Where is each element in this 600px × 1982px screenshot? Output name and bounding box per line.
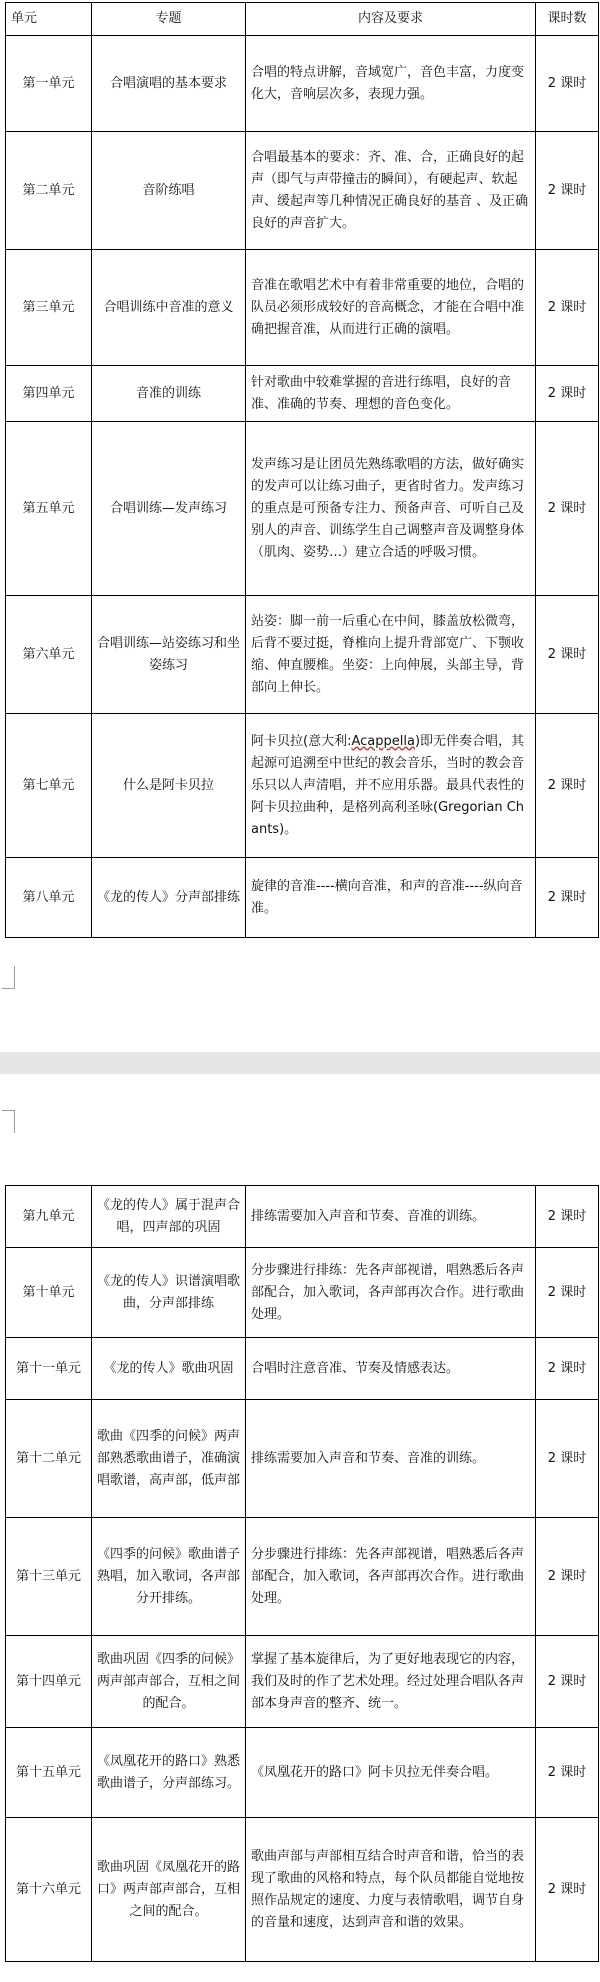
table-row — [6, 132, 599, 250]
table-row — [6, 1636, 599, 1728]
header-topic: 专题 — [92, 3, 246, 36]
unit-cell: 第十五单元 — [6, 1728, 92, 1818]
page-corner-mark — [2, 966, 15, 989]
unit-cell: 第四单元 — [6, 366, 92, 422]
content-cell: 合唱时注意音准、节奏及情感表达。 — [246, 1338, 536, 1400]
syllabus-table-part-1 — [5, 2, 599, 938]
page-corner-mark — [2, 1110, 15, 1133]
content-cell: 音准在歌唱艺术中有着非常重要的地位，合唱的队员必须形成较好的音高概念，才能在合唱中准确把握音准，从而进行正确的演唱。 — [246, 250, 536, 366]
unit-cell: 第二单元 — [6, 132, 92, 250]
topic-cell: 合唱演唱的基本要求 — [92, 36, 246, 132]
content-cell: 旋律的音准----横向音准，和声的音准----纵向音准。 — [246, 858, 536, 938]
content-text: )即无伴奏合唱，其起源可追溯至中世纪的教会音乐，当时的教会音乐只以人声清唱，并不应用乐器。最具代表性的阿卡贝拉曲种，是格列高利圣咏(Gregorian Chants)。 — [251, 733, 525, 837]
hours-cell: 2 课时 — [536, 1636, 599, 1728]
topic-cell: 《龙的传人》识谱演唱歌曲，分声部排练 — [92, 1248, 246, 1338]
unit-cell: 第三单元 — [6, 250, 92, 366]
hours-cell: 2 课时 — [536, 1186, 599, 1248]
topic-cell: 合唱训练—站姿练习和坐姿练习 — [92, 596, 246, 714]
topic-cell: 歌曲巩固《凤凰花开的路口》两声部声部合，互相之间的配合。 — [92, 1818, 246, 1962]
hours-cell: 2 课时 — [536, 132, 599, 250]
unit-cell: 第八单元 — [6, 858, 92, 938]
unit-cell: 第十二单元 — [6, 1400, 92, 1518]
table-row — [6, 1400, 599, 1518]
table-row — [6, 1728, 599, 1818]
topic-cell: 歌曲巩固《四季的问候》两声部声部合，互相之间的配合。 — [92, 1636, 246, 1728]
topic-cell: 音准的训练 — [92, 366, 246, 422]
hours-cell: 2 课时 — [536, 596, 599, 714]
content-cell: 排练需要加入声音和节奏、音准的训练。 — [246, 1400, 536, 1518]
table-row — [6, 1186, 599, 1248]
unit-cell: 第九单元 — [6, 1186, 92, 1248]
hours-cell: 2 课时 — [536, 366, 599, 422]
table-row — [6, 714, 599, 858]
hours-cell: 2 课时 — [536, 1818, 599, 1962]
table-row — [6, 596, 599, 714]
hours-cell: 2 课时 — [536, 714, 599, 858]
table-row — [6, 422, 599, 596]
content-cell: 发声练习是让团员先熟练歌唱的方法，做好确实的发声可以让练习曲子，更省时省力。发声练习的重点是可预备专注力、预备声音、可听自己及别人的声音、训练学生自己调整声音及调整身体（肌肉、姿势…）建立合适的呼吸习惯。 — [246, 422, 536, 596]
table-row — [6, 1518, 599, 1636]
hours-cell: 2 课时 — [536, 1518, 599, 1636]
unit-cell: 第一单元 — [6, 36, 92, 132]
topic-cell: 《凤凰花开的路口》熟悉歌曲谱子，分声部练习。 — [92, 1728, 246, 1818]
content-cell: 分步骤进行排练：先各声部视谱，唱熟悉后各声部配合，加入歌词，各声部再次合作。进行歌曲处理。 — [246, 1248, 536, 1338]
page-gap — [0, 1052, 600, 1074]
content-cell: 《凤凰花开的路口》阿卡贝拉无伴奏合唱。 — [246, 1728, 536, 1818]
content-cell: 站姿：脚一前一后重心在中间，膝盖放松微弯，后背不要过挺，脊椎向上提升背部宽广、下颚收缩、伸直腰椎。坐姿：上向伸展，头部主导，背部向上伸长。 — [246, 596, 536, 714]
unit-cell: 第十三单元 — [6, 1518, 92, 1636]
content-text: 阿卡贝拉(意大利: — [251, 733, 352, 749]
header-content: 内容及要求 — [246, 3, 536, 36]
content-cell: 歌曲声部与声部相互结合时声音和谐，恰当的表现了歌曲的风格和特点，每个队员都能自觉地按照作品规定的速度、力度与表情歌唱，调节自身的音量和速度，达到声音和谐的效果。 — [246, 1818, 536, 1962]
header-unit: 单元 — [6, 3, 92, 36]
unit-cell: 第十一单元 — [6, 1338, 92, 1400]
hours-cell: 2 课时 — [536, 422, 599, 596]
unit-cell: 第十六单元 — [6, 1818, 92, 1962]
hours-cell: 2 课时 — [536, 1248, 599, 1338]
topic-cell: 《四季的问候》歌曲谱子熟唱，加入歌词，各声部分开排练。 — [92, 1518, 246, 1636]
hours-cell: 2 课时 — [536, 1400, 599, 1518]
hours-cell: 2 课时 — [536, 858, 599, 938]
hours-cell: 2 课时 — [536, 1338, 599, 1400]
topic-cell: 音阶练唱 — [92, 132, 246, 250]
hours-cell: 2 课时 — [536, 250, 599, 366]
unit-cell: 第十单元 — [6, 1248, 92, 1338]
table-row — [6, 1338, 599, 1400]
topic-cell: 合唱训练—发声练习 — [92, 422, 246, 596]
topic-cell: 《龙的传人》歌曲巩固 — [92, 1338, 246, 1400]
table-row — [6, 366, 599, 422]
topic-cell: 合唱训练中音准的意义 — [92, 250, 246, 366]
topic-cell: 什么是阿卡贝拉 — [92, 714, 246, 858]
hours-cell: 2 课时 — [536, 36, 599, 132]
content-cell: 掌握了基本旋律后，为了更好地表现它的内容，我们及时的作了艺术处理。经过处理合唱队各声部本身声音的整齐、统一。 — [246, 1636, 536, 1728]
table-row — [6, 250, 599, 366]
unit-cell: 第十四单元 — [6, 1636, 92, 1728]
syllabus-table-part-2 — [5, 1185, 599, 1962]
topic-cell: 歌曲《四季的问候》两声部熟悉歌曲谱子，准确演唱歌谱，高声部，低声部 — [92, 1400, 246, 1518]
topic-cell: 《龙的传人》分声部排练 — [92, 858, 246, 938]
content-cell: 合唱最基本的要求：齐、准、合，正确良好的起声（即气与声带撞击的瞬间），有硬起声、软起声、缓起声等几种情况正确良好的基音 、及正确良好的声音扩大。 — [246, 132, 536, 250]
topic-cell: 《龙的传人》属于混声合唱，四声部的巩固 — [92, 1186, 246, 1248]
unit-cell: 第五单元 — [6, 422, 92, 596]
content-cell — [246, 714, 536, 858]
content-cell: 合唱的特点讲解，音域宽广，音色丰富，力度变化大，音响层次多，表现力强。 — [246, 36, 536, 132]
unit-cell: 第六单元 — [6, 596, 92, 714]
table-row — [6, 36, 599, 132]
content-cell: 分步骤进行排练：先各声部视谱，唱熟悉后各声部配合，加入歌词，各声部再次合作。进行歌曲处理。 — [246, 1518, 536, 1636]
content-cell: 排练需要加入声音和节奏、音准的训练。 — [246, 1186, 536, 1248]
table-row — [6, 858, 599, 938]
header-hours: 课时数 — [536, 3, 599, 36]
content-cell: 针对歌曲中较难掌握的音进行练唱，良好的音准、准确的节奏、理想的音色变化。 — [246, 366, 536, 422]
table-header-row — [6, 3, 599, 36]
hours-cell: 2 课时 — [536, 1728, 599, 1818]
table-row — [6, 1248, 599, 1338]
table-row — [6, 1818, 599, 1962]
spellcheck-underlined-word: Acappella — [351, 733, 415, 749]
unit-cell: 第七单元 — [6, 714, 92, 858]
